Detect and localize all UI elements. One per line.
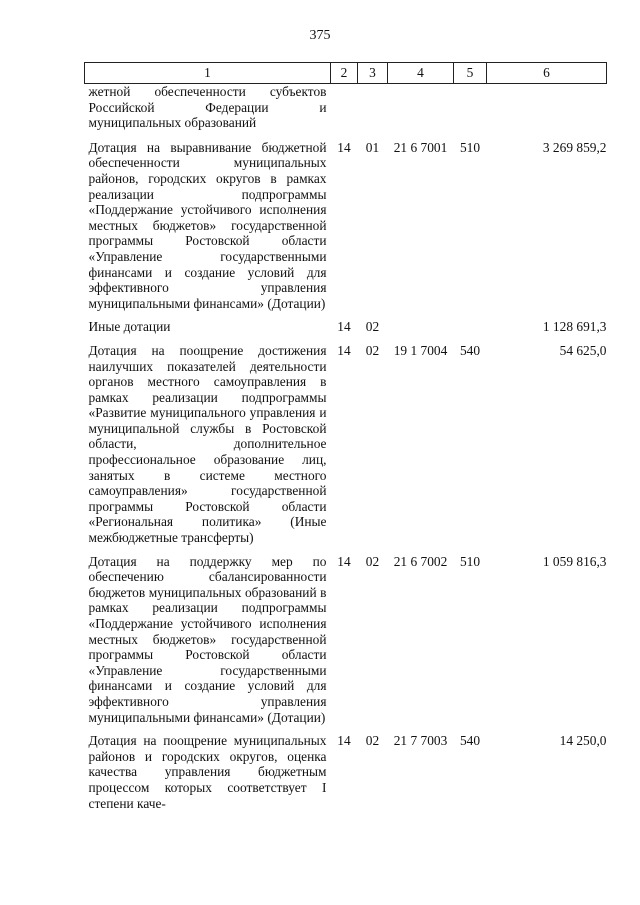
row-section [331, 84, 358, 140]
row-target-article: 19 1 7004 [393, 342, 448, 358]
table-row [85, 319, 607, 343]
row-description: жетной обеспеченности субъектов Российской Федерации и муниципальных образований [88, 84, 327, 131]
row-target-article [388, 319, 454, 343]
row-target-article: 21 6 7002 [393, 553, 448, 569]
column-header-5: 5 [454, 63, 487, 84]
row-subsection: 02 [365, 733, 380, 749]
column-header-6: 6 [487, 63, 607, 84]
column-header-1: 1 [85, 63, 331, 84]
row-amount: 14 250,0 [559, 733, 607, 749]
table-row [85, 554, 607, 734]
row-description: Дотация на выравнивание бюджетной обеспеченности муниципальных районов, городских округов в рамках реализации подпрограммы «Поддержание устойчивого исполнения местных бюджетов» государственной программы Ростовской области «Управление государственными финансами и создание условий для эффективного управления муниципальными финансами» (Дотации) [88, 139, 327, 311]
row-section: 14 [337, 319, 351, 335]
row-amount: 1 059 816,3 [542, 553, 607, 569]
row-amount [487, 84, 607, 140]
table-row [85, 140, 607, 320]
page-number: 375 [309, 28, 331, 43]
row-section: 14 [337, 342, 351, 358]
row-section: 14 [337, 733, 351, 749]
table-row [85, 733, 607, 819]
row-target-article: 21 6 7001 [393, 139, 448, 155]
row-expense-type: 510 [459, 139, 481, 155]
row-target-article [388, 84, 454, 140]
row-amount: 54 625,0 [559, 342, 607, 358]
table-header-row [85, 63, 607, 84]
row-section: 14 [337, 139, 351, 155]
column-header-3: 3 [358, 63, 388, 84]
row-expense-type: 540 [459, 342, 481, 358]
row-expense-type [454, 319, 487, 343]
table-row [85, 343, 607, 554]
row-description: Иные дотации [88, 319, 171, 335]
table-row [85, 84, 607, 140]
row-expense-type: 540 [459, 733, 481, 749]
row-subsection: 02 [365, 319, 380, 335]
column-header-2: 2 [331, 63, 358, 84]
row-section: 14 [337, 553, 351, 569]
row-description: Дотация на поощрение достижения наилучших показателей деятельности органов местного самоуправления в рамках реализации подпрограммы «Развитие муниципального управления и муниципальной службы в Ростовской области, дополнительное профессиональное образование лиц, занятых в системе местного самоуправления» государственной программы Ростовской области «Региональная политика» (Иные межбюджетные трансферты) [88, 342, 327, 546]
row-amount: 3 269 859,2 [542, 139, 607, 155]
row-description: Дотация на поддержку мер по обеспечению сбалансированности бюджетов муниципальных образований в рамках реализации подпрограммы «Поддержание устойчивого исполнения местных бюджетов» государственной программы Ростовской области «Управление государственными финансами и создание условий для эффективного управления муниципальными финансами» (Дотации) [88, 553, 327, 725]
row-description: Дотация на поощрение муниципальных районов и городских округов, оценка качества управления бюджетным процессом которых соответствует I степени каче- [88, 733, 327, 811]
row-subsection: 02 [365, 342, 380, 358]
column-header-4: 4 [388, 63, 454, 84]
row-expense-type: 510 [459, 553, 481, 569]
row-target-article: 21 7 7003 [393, 733, 448, 749]
row-subsection: 01 [365, 139, 380, 155]
row-subsection: 02 [365, 553, 380, 569]
row-amount: 1 128 691,3 [542, 319, 607, 335]
budget-table [84, 62, 607, 819]
row-expense-type [454, 84, 487, 140]
row-subsection [358, 84, 388, 140]
